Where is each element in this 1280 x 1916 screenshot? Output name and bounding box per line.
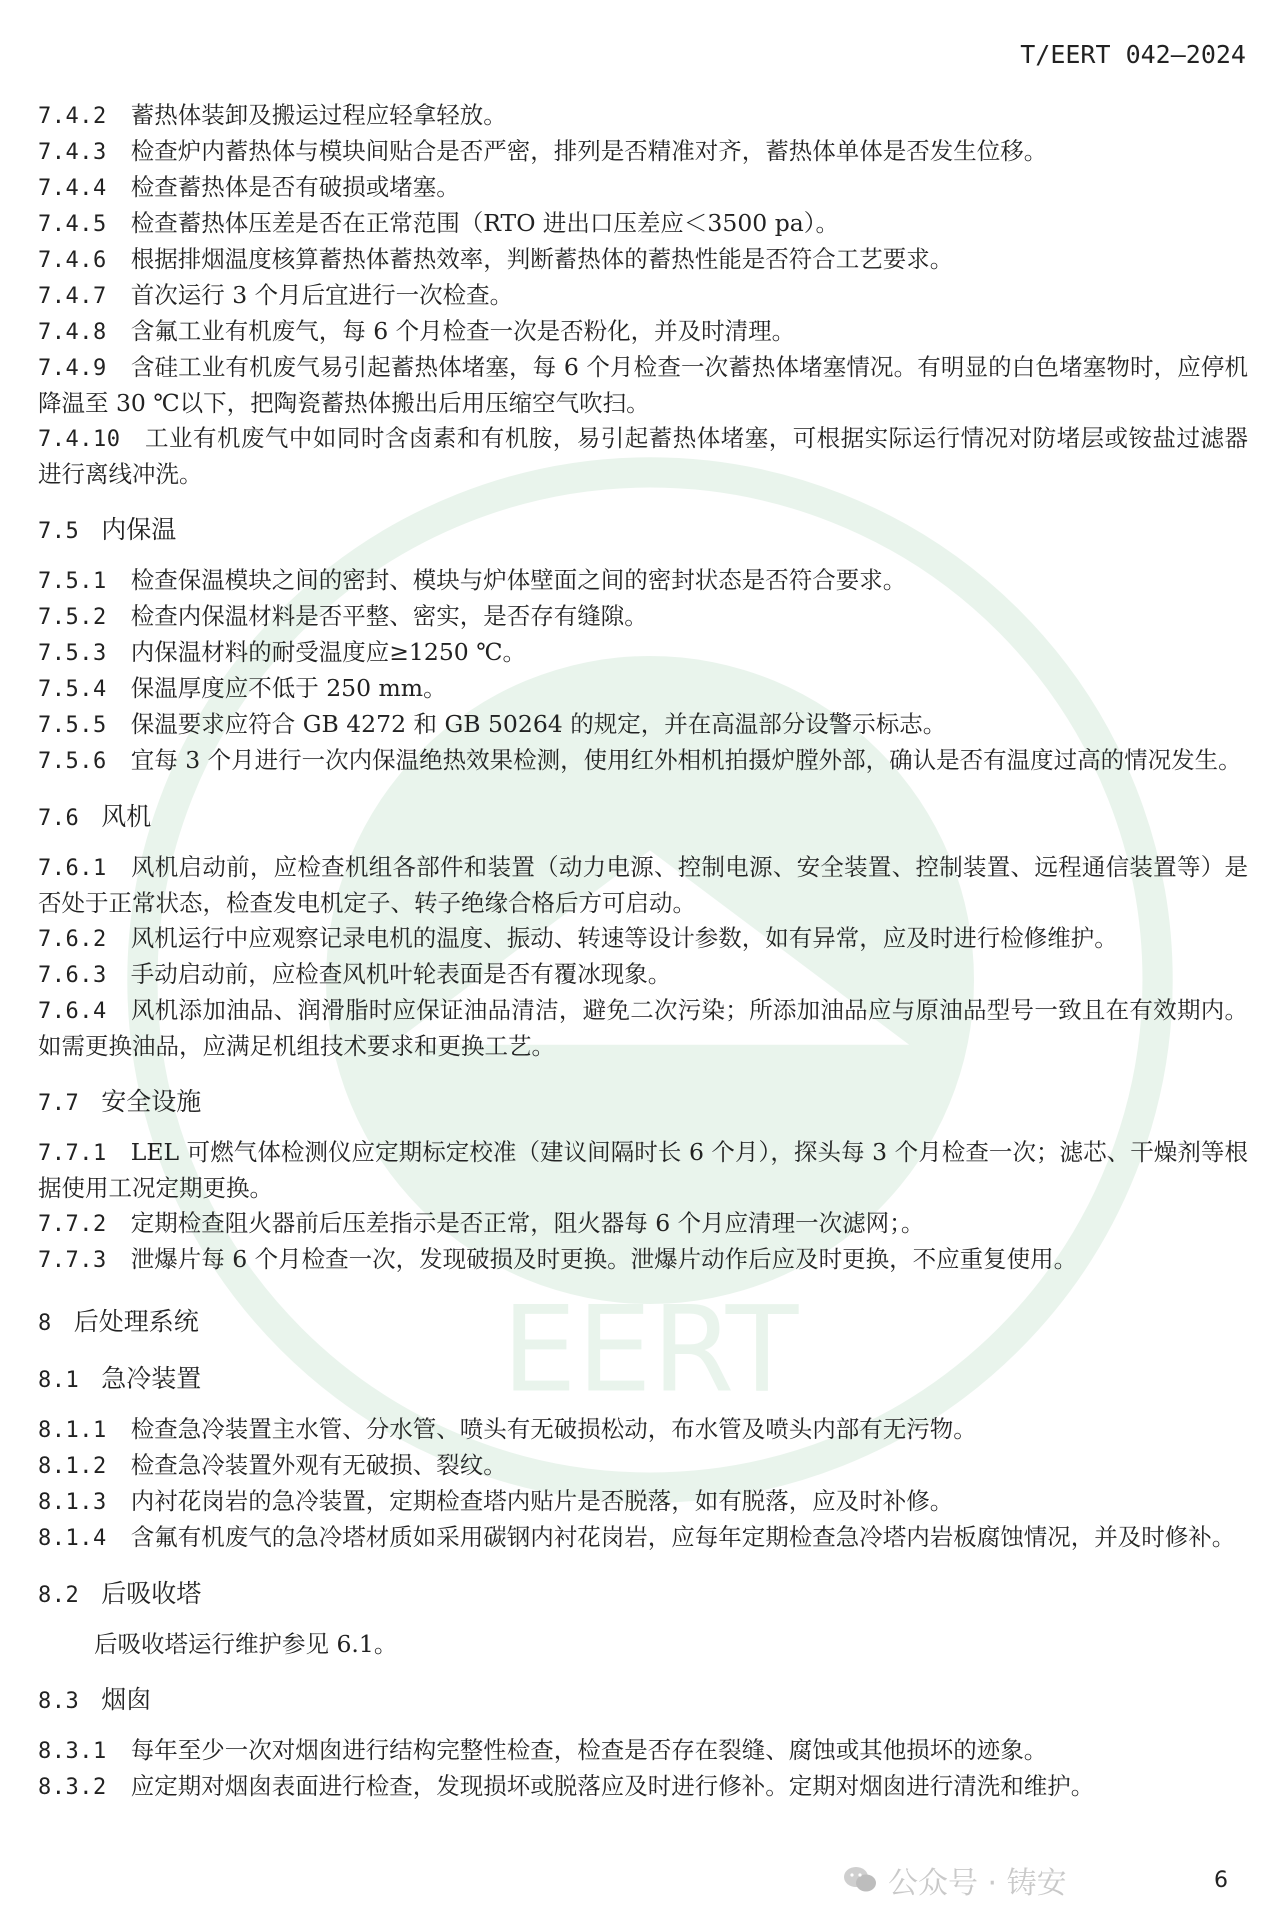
clause: 7.6.3 手动启动前，应检查风机叶轮表面是否有覆冰现象。 [38,960,672,988]
section-heading-7-6: 7.6 风机 [38,802,152,831]
clause: 8.1.1 检查急冷装置主水管、分水管、喷头有无破损松动，布水管及喷头内部有无污物。 [38,1415,977,1443]
page-header-code: T/EERT 042—2024 [1020,40,1246,69]
source-watermark [842,1858,1067,1902]
clause: 7.4.3 检查炉内蓄热体与模块间贴合是否严密，排列是否精准对齐，蓄热体单体是否发生位移。 [38,137,1048,165]
clause: 7.4.9 含硅工业有机废气易引起蓄热体堵塞，每 6 个月检查一次蓄热体堵塞情况。有明显的白色堵塞物时，应停机降温至 30 ℃以下，把陶瓷蓄热体搬出后用压缩空气吹扫。 [38,353,1248,417]
wechat-icon [842,1865,878,1895]
chapter-heading-8: 8 后处理系统 [38,1307,199,1336]
clause: 7.5.1 检查保温模块之间的密封、模块与炉体壁面之间的密封状态是否符合要求。 [38,566,907,594]
paragraph: 后吸收塔运行维护参见 6.1。 [94,1630,398,1658]
section-heading-7-5: 7.5 内保温 [38,515,177,544]
clause: 7.4.10 工业有机废气中如同时含卤素和有机胺，易引起蓄热体堵塞，可根据实际运行情况对防堵层或铵盐过滤器进行离线冲洗。 [38,424,1248,488]
clause: 8.1.3 内衬花岗岩的急冷装置，定期检查塔内贴片是否脱落，如有脱落，应及时补修。 [38,1487,954,1515]
clause: 8.3.2 应定期对烟囱表面进行检查，发现损坏或脱落应及时进行修补。定期对烟囱进行清洗和维护。 [38,1772,1095,1800]
clause: 8.1.2 检查急冷装置外观有无破损、裂纹。 [38,1451,507,1479]
clause: 7.4.4 检查蓄热体是否有破损或堵塞。 [38,173,460,201]
clause: 7.4.2 蓄热体装卸及搬运过程应轻拿轻放。 [38,101,507,129]
clauses-7-4 [38,98,1248,492]
source-label: 公众号 · 铸安 [888,1866,1067,1901]
clause: 7.6.4 风机添加油品、润滑脂时应保证油品清洁，避免二次污染；所添加油品应与原油品型号一致且在有效期内。如需更换油品，应满足机组技术要求和更换工艺。 [38,996,1248,1060]
clause: 7.7.1 LEL 可燃气体检测仪应定期标定校准（建议间隔时长 6 个月），探头每 3 个月检查一次；滤芯、干燥剂等根据使用工况定期更换。 [38,1138,1248,1202]
clause: 7.5.2 检查内保温材料是否平整、密实，是否存有缝隙。 [38,602,648,630]
clause: 7.5.6 宜每 3 个月进行一次内保温绝热效果检测，使用红外相机拍摄炉膛外部，确认是否有温度过高的情况发生。 [38,746,1242,774]
document-body [38,98,1248,1805]
clause: 7.7.2 定期检查阻火器前后压差指示是否正常，阻火器每 6 个月应清理一次滤网；。 [38,1209,925,1237]
clause: 7.5.5 保温要求应符合 GB 4272 和 GB 50264 的规定，并在高温部分设警示标志。 [38,710,947,738]
clause: 8.3.1 每年至少一次对烟囱进行结构完整性检查，检查是否存在裂缝、腐蚀或其他损坏的迹象。 [38,1736,1048,1764]
clause: 7.4.7 首次运行 3 个月后宜进行一次检查。 [38,281,514,309]
clause: 7.4.6 根据排烟温度核算蓄热体蓄热效率，判断蓄热体的蓄热性能是否符合工艺要求。 [38,245,954,273]
section-heading-7-7: 7.7 安全设施 [38,1087,202,1116]
section-heading-8-2: 8.2 后吸收塔 [38,1579,202,1608]
clause: 7.4.5 检查蓄热体压差是否在正常范围（RTO 进出口压差应＜3500 pa）。 [38,209,840,237]
clause: 7.6.2 风机运行中应观察记录电机的温度、振动、转速等设计参数，如有异常，应及时进行检修维护。 [38,924,1118,952]
clause: 8.1.4 含氟有机废气的急冷塔材质如采用碳钢内衬花岗岩，应每年定期检查急冷塔内岩板腐蚀情况，并及时修补。 [38,1523,1236,1551]
section-heading-8-1: 8.1 急冷装置 [38,1364,202,1393]
clause: 7.4.8 含氟工业有机废气，每 6 个月检查一次是否粉化，并及时清理。 [38,317,796,345]
page-number: 6 [1214,1868,1228,1893]
watermark-text: EERT [501,1281,799,1420]
clause: 7.5.3 内保温材料的耐受温度应≥1250 ℃。 [38,638,526,666]
section-heading-8-3: 8.3 烟囱 [38,1685,152,1714]
clause: 7.6.1 风机启动前，应检查机组各部件和装置（动力电源、控制电源、安全装置、控制装置、远程通信装置等）是否处于正常状态，检查发电机定子、转子绝缘合格后方可启动。 [38,853,1248,917]
clause: 7.5.4 保温厚度应不低于 250 mm。 [38,674,447,702]
clause: 7.7.3 泄爆片每 6 个月检查一次，发现破损及时更换。泄爆片动作后应及时更换，不应重复使用。 [38,1245,1078,1273]
